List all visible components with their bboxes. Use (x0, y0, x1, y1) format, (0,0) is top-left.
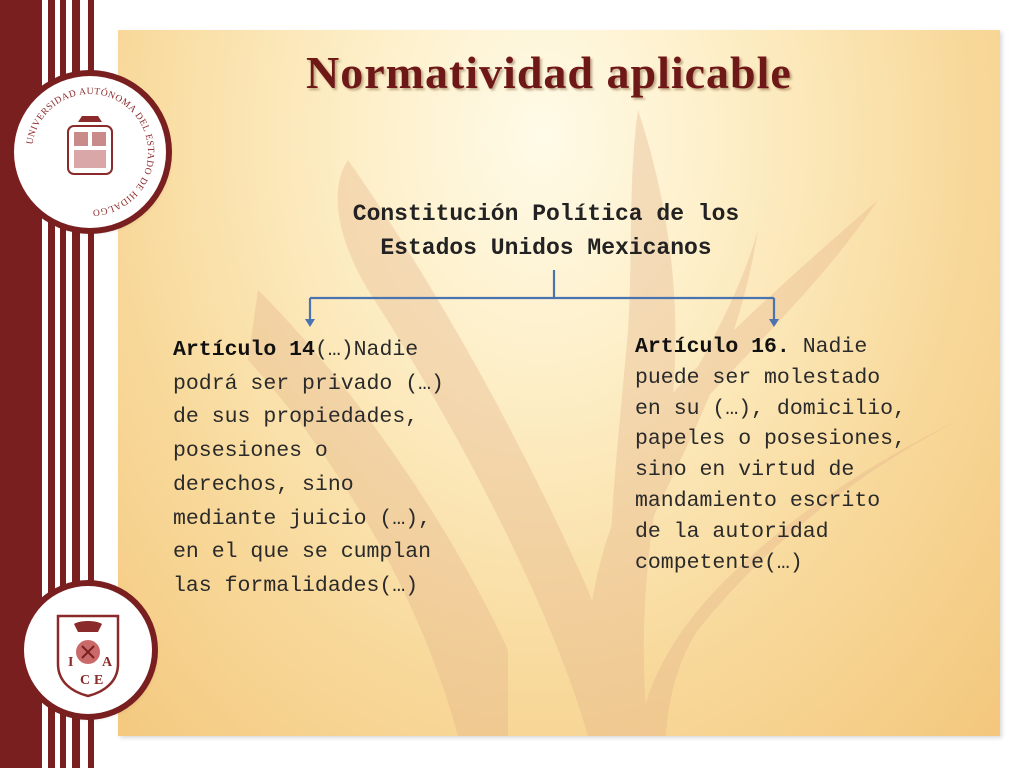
article-14-line: derechos, sino (173, 472, 354, 497)
article-16-line: de la autoridad (635, 519, 829, 544)
coat-of-arms-icon (68, 116, 112, 174)
left-arrow-icon (305, 319, 315, 327)
article-14-text (173, 334, 444, 604)
article-16-line: sino en virtud de (635, 458, 855, 483)
article-16-heading: Artículo 16. (635, 335, 790, 359)
seal-ring-text: UNIVERSIDAD AUTÓNOMA DEL ESTADO DE HIDALGO (25, 86, 156, 218)
icea-letter-a: A (102, 655, 113, 670)
branch-connector (296, 266, 796, 332)
article-14-line: posesiones o (173, 439, 328, 464)
article-16-line: papeles o posesiones, (635, 427, 906, 452)
icea-letter-c: C (80, 673, 91, 688)
slide-title: Normatividad aplicable (306, 47, 792, 98)
article-14-line: en el que se cumplan (173, 540, 432, 565)
constitution-heading-line1: Constitución Política de los (352, 201, 740, 227)
constitution-heading-line2: Estados Unidos Mexicanos (380, 235, 712, 261)
icea-letter-e: E (94, 673, 104, 688)
article-16-line: en su (…), domicilio, (635, 396, 906, 421)
article-16-line: puede ser molestado (635, 365, 881, 390)
icea-seal (24, 586, 152, 714)
right-arrow-icon (769, 319, 779, 327)
article-14-heading: Artículo 14 (173, 338, 315, 362)
article-14-line: podrá ser privado (…) (173, 371, 444, 396)
article-14-line: (…)Nadie (314, 338, 419, 362)
article-16-line: mandamiento escrito (635, 488, 881, 513)
article-16-text (635, 332, 906, 578)
article-16-line: Nadie (789, 335, 868, 359)
university-seal (14, 76, 166, 228)
article-14-line: de sus propiedades, (173, 405, 419, 430)
article-14-line: las formalidades(…) (173, 573, 419, 598)
constitution-heading (296, 197, 796, 265)
icea-letter-i: I (68, 655, 74, 670)
article-16-line: competente(…) (635, 550, 803, 575)
article-14-line: mediante juicio (…), (173, 506, 432, 531)
